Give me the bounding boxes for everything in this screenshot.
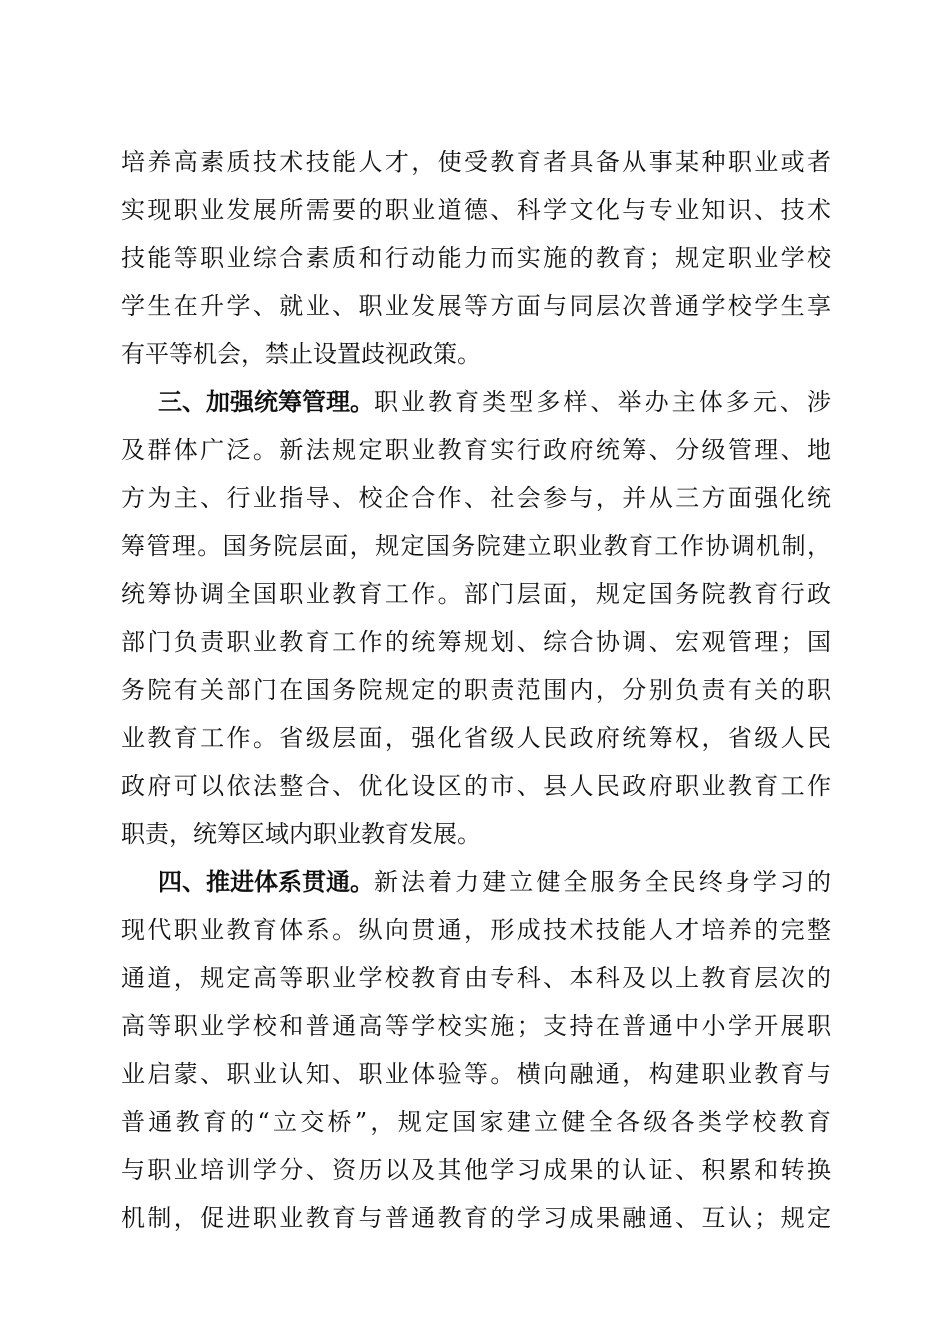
text-line: 部门负责职业教育工作的统筹规划、综合协调、宏观管理；国 bbox=[121, 628, 831, 656]
text-line: 务院有关部门在国务院规定的职责范围内，分别负责有关的职 bbox=[121, 676, 831, 704]
text-line: 新法着力建立健全服务全民终身学习的 bbox=[374, 868, 831, 896]
section-four-first-line bbox=[158, 862, 831, 902]
text-line: 有平等机会，禁止设置歧视政策。 bbox=[121, 340, 481, 368]
text-line: 及群体广泛。新法规定职业教育实行政府统筹、分级管理、地 bbox=[121, 436, 831, 464]
text-line: 职责，统筹区域内职业教育发展。 bbox=[121, 820, 481, 848]
text-line: 学生在升学、就业、职业发展等方面与同层次普通学校学生享 bbox=[121, 292, 831, 320]
text-line: 普通教育的“立交桥”，规定国家建立健全各级各类学校教育 bbox=[121, 1108, 831, 1136]
text-line: 职业教育类型多样、举办主体多元、涉 bbox=[374, 388, 831, 416]
text-line: 筹管理。国务院层面，规定国务院建立职业教育工作协调机制， bbox=[121, 532, 831, 560]
text-line: 方为主、行业指导、校企合作、社会参与，并从三方面强化统 bbox=[121, 484, 831, 512]
text-line: 政府可以依法整合、优化设区的市、县人民政府职业教育工作 bbox=[121, 772, 831, 800]
text-line: 业启蒙、职业认知、职业体验等。横向融通，构建职业教育与 bbox=[121, 1060, 831, 1088]
text-line: 技能等职业综合素质和行动能力而实施的教育；规定职业学校 bbox=[121, 244, 831, 272]
text-line: 高等职业学校和普通高等学校实施；支持在普通中小学开展职 bbox=[121, 1012, 831, 1040]
text-line: 通道，规定高等职业学校教育由专科、本科及以上教育层次的 bbox=[121, 964, 831, 992]
text-line: 培养高素质技术技能人才，使受教育者具备从事某种职业或者 bbox=[121, 148, 831, 176]
text-line: 现代职业教育体系。纵向贯通，形成技术技能人才培养的完整 bbox=[121, 916, 831, 944]
text-line: 业教育工作。省级层面，强化省级人民政府统筹权，省级人民 bbox=[121, 724, 831, 752]
section-three-heading: 三、加强统筹管理。 bbox=[158, 388, 374, 416]
section-three-first-line bbox=[158, 382, 831, 422]
section-four-heading: 四、推进体系贯通。 bbox=[158, 868, 374, 896]
text-line: 实现职业发展所需要的职业道德、科学文化与专业知识、技术 bbox=[121, 196, 831, 224]
text-line: 机制，促进职业教育与普通教育的学习成果融通、互认；规定 bbox=[121, 1204, 831, 1232]
text-line: 统筹协调全国职业教育工作。部门层面，规定国务院教育行政 bbox=[121, 580, 831, 608]
text-line: 与职业培训学分、资历以及其他学习成果的认证、积累和转换 bbox=[121, 1156, 831, 1184]
